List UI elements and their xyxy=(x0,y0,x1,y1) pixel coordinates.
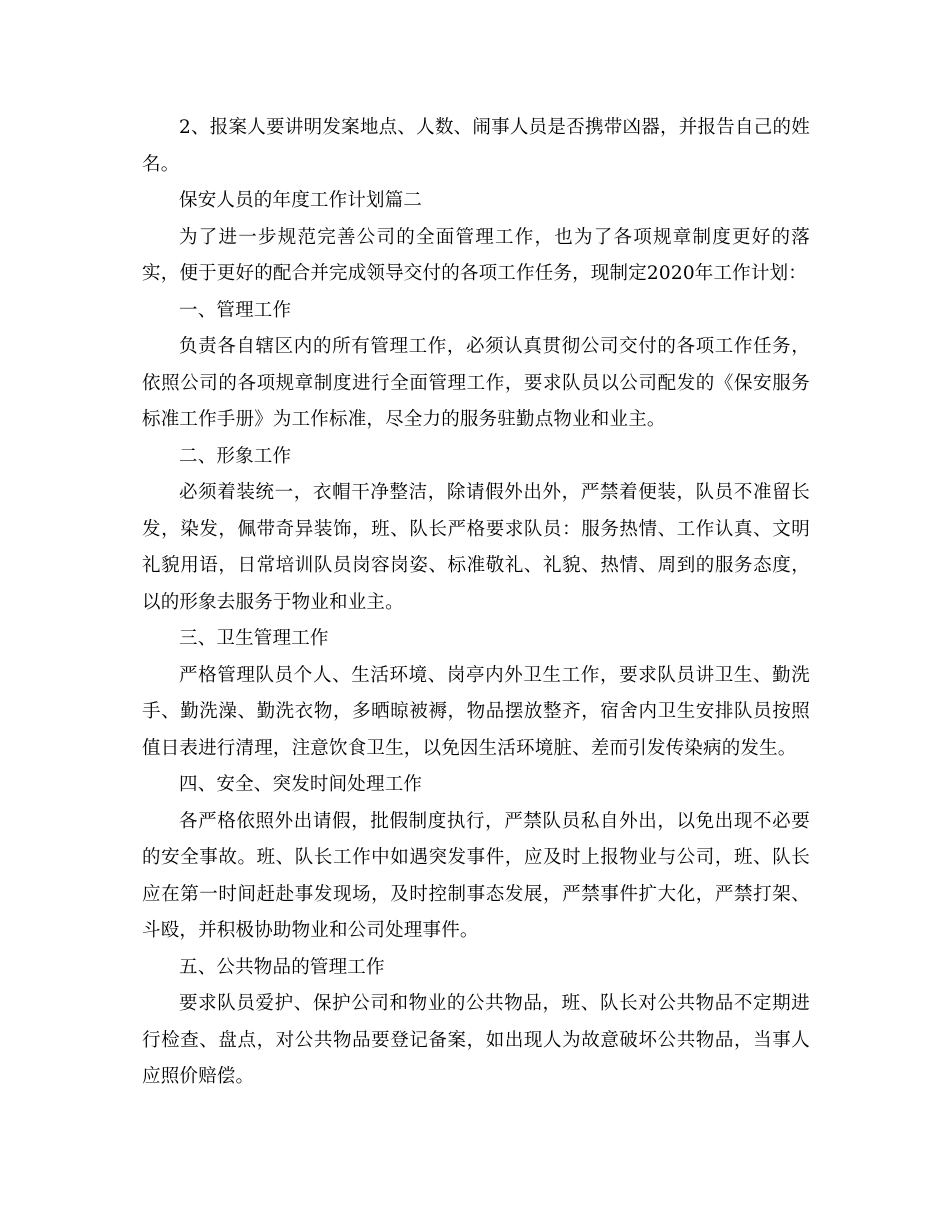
heading-safety-emergency: 四、安全、突发时间处理工作 xyxy=(179,774,423,795)
paragraph-report-details: 2、报案人要讲明发案地点、人数、闹事人员是否携带凶器，并报告自己的姓名。 xyxy=(142,117,810,175)
heading-management-work: 一、管理工作 xyxy=(179,299,292,321)
heading-public-property: 五、公共物品的管理工作 xyxy=(179,956,385,978)
document-body xyxy=(142,110,810,1096)
paragraph-public-property: 要求队员爱护、保护公司和物业的公共物品，班、队长对公共物品不定期进行检查、盘点，对公共物品要登记备案，如出现人为故意破坏公共物品，当事人应照价赔偿。 xyxy=(142,993,810,1087)
heading-hygiene-management: 三、卫生管理工作 xyxy=(179,628,329,649)
paragraph-management-work: 负责各自辖区内的所有管理工作，必须认真贯彻公司交付的各项工作任务，依照公司的各项规章制度进行全面管理工作，要求队员以公司配发的《保安服务标准工作手册》为工作标准，尽全力的服务驻勤点物业和业主。 xyxy=(142,336,810,430)
paragraph-introduction: 为了进一步规范完善公司的全面管理工作，也为了各项规章制度更好的落实，便于更好的配合并完成领导交付的各项工作任务，现制定2020年工作计划： xyxy=(142,226,810,284)
heading-image-work: 二、形象工作 xyxy=(179,445,292,467)
section-title-plan-part-two: 保安人员的年度工作计划篇二 xyxy=(179,190,423,211)
paragraph-image-work: 必须着装统一，衣帽干净整洁，除请假外出外，严禁着便装，队员不准留长发，染发，佩带奇异装饰，班、队长严格要求队员：服务热情、工作认真、文明礼貌用语，日常培训队员岗容岗姿、标准敬礼、礼貌、热情、周到的服务态度，以的形象去服务于物业和业主。 xyxy=(142,482,810,613)
paragraph-safety-emergency: 各严格依照外出请假，批假制度执行，严禁队员私自外出，以免出现不必要的安全事故。班、队长工作中如遇突发事件，应及时上报物业与公司，班、队长应在第一时间赶赴事发现场，及时控制事态发展，严禁事件扩大化，严禁打架、斗殴，并积极协助物业和公司处理事件。 xyxy=(142,810,810,941)
paragraph-hygiene-management: 严格管理队员个人、生活环境、岗亭内外卫生工作，要求队员讲卫生、勤洗手、勤洗澡、勤洗衣物，多晒晾被褥，物品摆放整齐，宿舍内卫生安排队员按照值日表进行清理，注意饮食卫生，以免因生活环境脏、差而引发传染病的发生。 xyxy=(142,664,810,759)
